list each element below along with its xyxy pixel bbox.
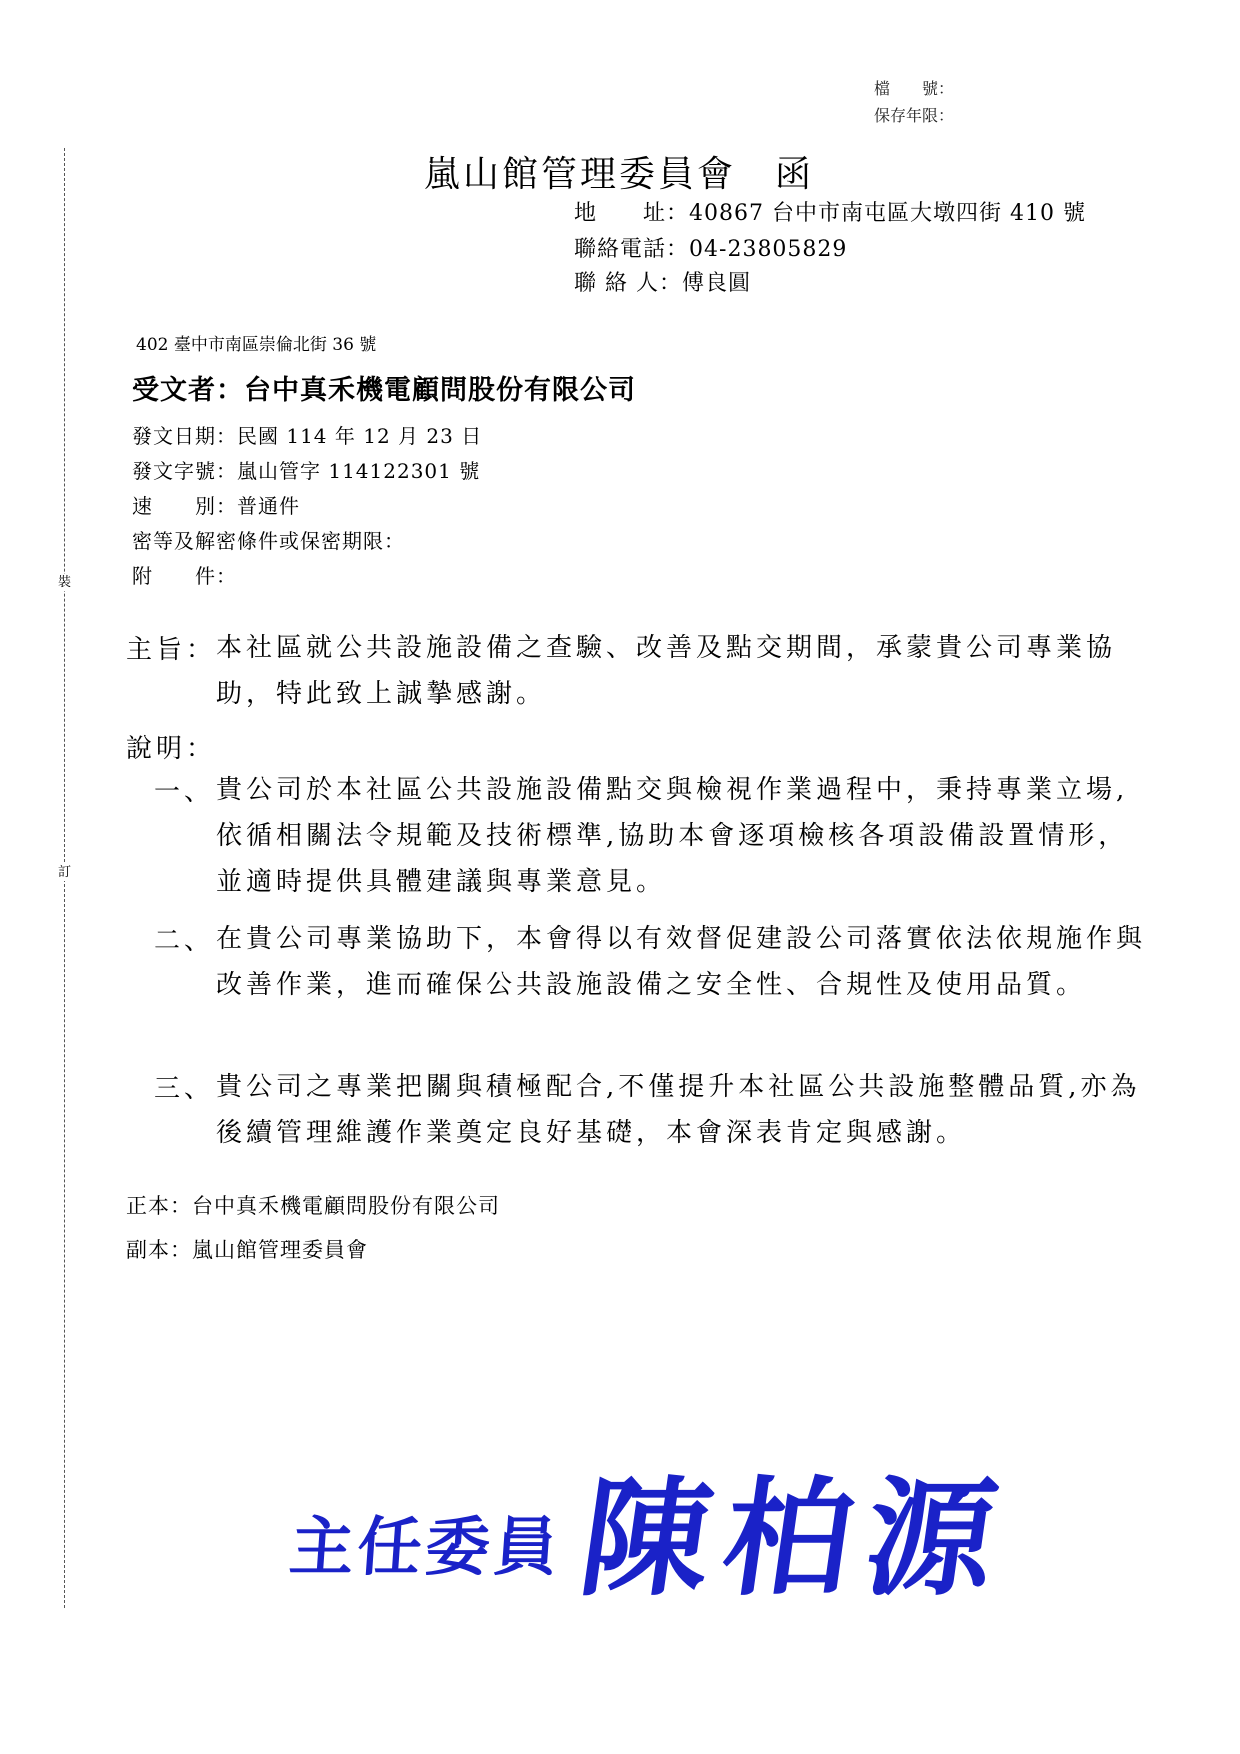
reference-number-value: 嵐山管字 114122301 號 [237, 459, 481, 483]
retention-label: 保存年限： [874, 106, 955, 125]
original-copy-label: 正本： [126, 1194, 192, 1218]
sender-contact-label: 聯 絡 人： [574, 271, 682, 296]
explanation-item-2-number: 二、 [154, 926, 215, 956]
subject-label: 主旨： [126, 635, 217, 665]
sender-phone-value: 04-23805829 [689, 237, 848, 262]
delivery-speed-value: 普通件 [237, 494, 300, 518]
delivery-speed [132, 490, 300, 519]
file-number-label: 檔 號： [874, 79, 955, 98]
sender-phone [574, 232, 847, 263]
sender-address-value: 40867 台中市南屯區大墩四街 410 號 [689, 201, 1086, 226]
original-copy-value: 台中真禾機電顧問股份有限公司 [192, 1194, 500, 1218]
explanation-label: 說明： [126, 734, 217, 764]
recipient [132, 368, 636, 407]
original-copy [126, 1190, 500, 1220]
recipient-address: 402 臺中市南區崇倫北街 36 號 [136, 335, 377, 355]
delivery-speed-label: 速 別： [132, 494, 237, 518]
reference-number [132, 455, 480, 484]
sender-phone-label: 聯絡電話： [574, 237, 690, 262]
sender-address [574, 196, 1086, 227]
sender-address-label: 地 址： [574, 201, 690, 226]
signature [286, 1436, 1020, 1614]
binding-mark-top: 裝 [58, 575, 72, 590]
attachment-label: 附 件： [132, 564, 237, 588]
sender-contact [574, 266, 751, 297]
recipient-name: 台中真禾機電顧問股份有限公司 [244, 375, 636, 406]
duplicate-copy [126, 1234, 368, 1264]
issue-date-label: 發文日期： [132, 424, 237, 448]
explanation-item-1-text: 貴公司於本社區公共設施設備點交與檢視作業過程中，秉持專業立場,依循相關法令規範及技術標準,協助本會逐項檢核各項設備設置情形，並適時提供具體建議與專業意見。 [216, 775, 1129, 897]
signature-name: 陳柏源 [571, 1464, 1020, 1614]
secrecy-label: 密等及解密條件或保密期限： [132, 529, 405, 553]
issue-date [132, 420, 482, 449]
issue-date-value: 民國 114 年 12 月 23 日 [237, 424, 483, 448]
recipient-label: 受文者： [132, 375, 244, 406]
page-title: 嵐山館管理委員會 函 [424, 154, 815, 195]
signature-title: 主任委員 [286, 1510, 565, 1585]
duplicate-copy-value: 嵐山館管理委員會 [192, 1238, 368, 1262]
binding-mark-middle: 訂 [58, 865, 72, 880]
explanation-item-2-text: 在貴公司專業協助下，本會得以有效督促建設公司落實依法依規施作與改善作業，進而確保公共設施設備之安全性、合規性及使用品質。 [216, 924, 1147, 1000]
subject-text: 本社區就公共設施設備之查驗、改善及點交期間，承蒙貴公司專業協助，特此致上誠摯感謝。 [216, 633, 1117, 709]
explanation-item-3-number: 三、 [154, 1074, 215, 1104]
reference-number-label: 發文字號： [132, 459, 237, 483]
sender-contact-value: 傅良圓 [682, 271, 752, 296]
explanation-item-1-number: 一、 [154, 777, 215, 807]
duplicate-copy-label: 副本： [126, 1238, 192, 1262]
explanation-item-3-text: 貴公司之專業把關與積極配合,不僅提升本社區公共設施整體品質,亦為後續管理維護作業奠定良好基礎，本會深表肯定與感謝。 [216, 1072, 1141, 1148]
